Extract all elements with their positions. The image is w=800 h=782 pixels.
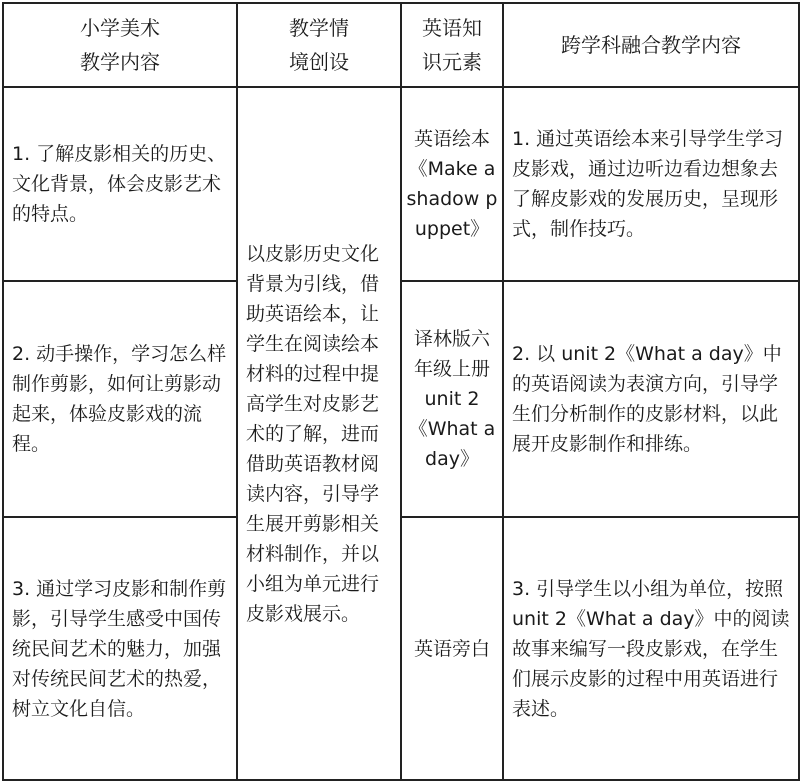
art-content-cell: 2. 动手操作，学习怎么样制作剪影，如何让剪影动起来，体验皮影戏的流程。 [3,281,237,517]
lesson-plan-table [2,2,800,781]
integration-cell: 2. 以 unit 2《What a day》中的英语阅读为表演方向，引导学生们分析制作的皮影材料，以此展开皮影制作和排练。 [503,281,799,517]
english-element-cell: 英语旁白 [401,517,503,780]
table-row [3,517,799,780]
header-situation: 教学情 境创设 [237,3,401,87]
table-row [3,281,799,517]
integration-cell: 1. 通过英语绘本来引导学生学习皮影戏，通过边听边看边想象去了解皮影戏的发展历史，呈现形式，制作技巧。 [503,87,799,281]
english-element-cell: 英语绘本《Make a shadow puppet》 [401,87,503,281]
art-content-cell: 3. 通过学习皮影和制作剪影，引导学生感受中国传统民间艺术的魅力，加强对传统民间艺术的热爱，树立文化自信。 [3,517,237,780]
english-element-cell: 译林版六年级上册 unit 2《What a day》 [401,281,503,517]
header-integration-content: 跨学科融合教学内容 [503,3,799,87]
art-content-cell: 1. 了解皮影相关的历史、文化背景，体会皮影艺术的特点。 [3,87,237,281]
situation-cell: 以皮影历史文化背景为引线，借助英语绘本，让学生在阅读绘本材料的过程中提高学生对皮影艺术的了解，进而借助英语教材阅读内容，引导学生展开剪影相关材料制作，并以小组为单元进行皮影戏展示。 [237,87,401,780]
table-row [3,87,799,281]
header-english-elements: 英语知 识元素 [401,3,503,87]
integration-cell: 3. 引导学生以小组为单位，按照 unit 2《What a day》中的阅读故事来编写一段皮影戏，在学生们展示皮影的过程中用英语进行表述。 [503,517,799,780]
header-art-content: 小学美术 教学内容 [3,3,237,87]
header-row [3,3,799,87]
